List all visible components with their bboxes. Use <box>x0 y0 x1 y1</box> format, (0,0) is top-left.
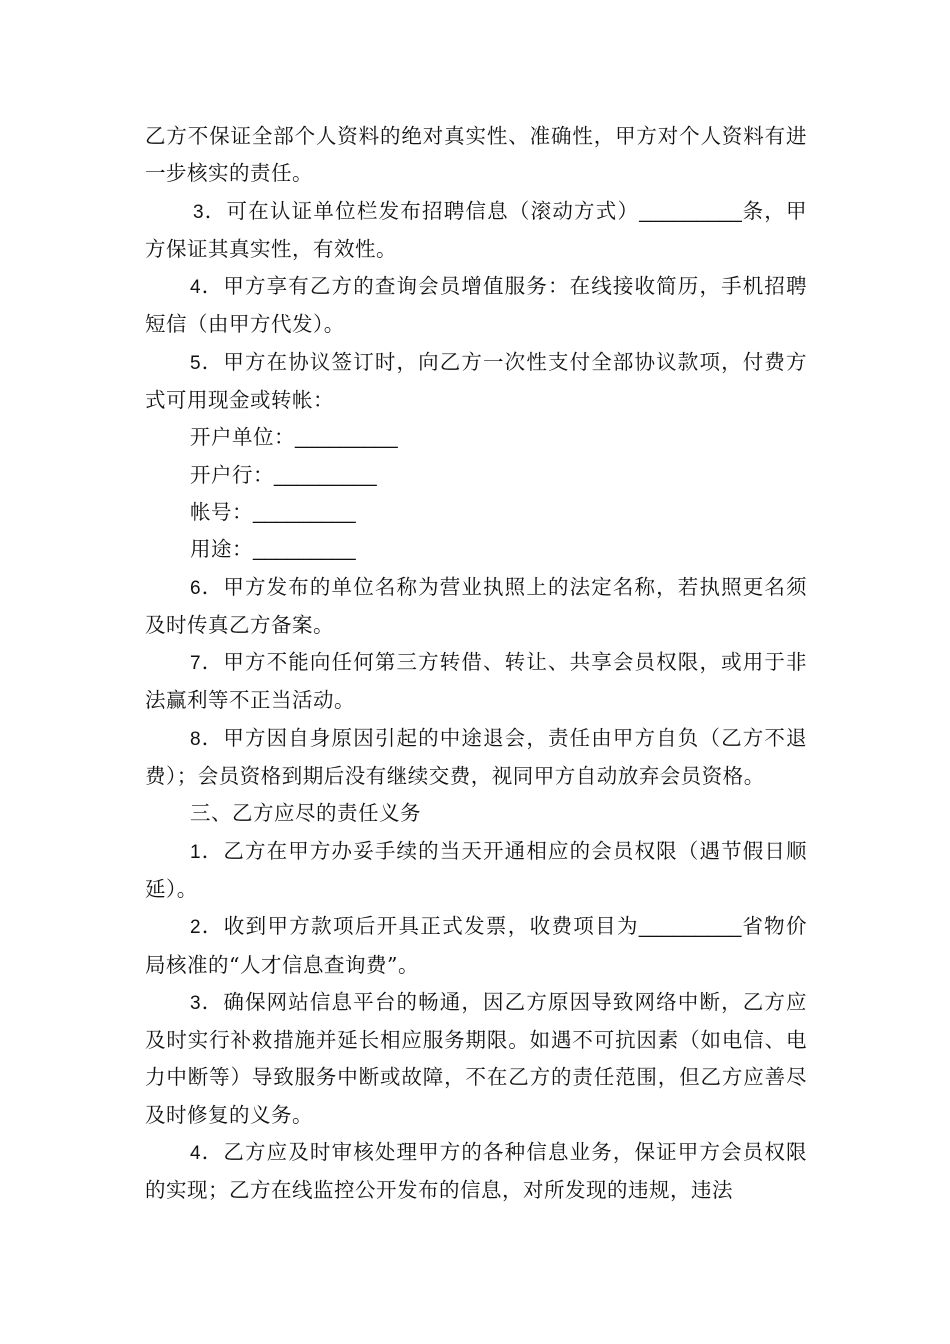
paragraph-text: ．甲方在协议签订时，向乙方一次性支付全部协议款项，付费方式可用现金或转帐： <box>145 349 807 413</box>
section-heading <box>145 795 807 832</box>
item-number: 3 <box>190 992 202 1014</box>
paragraph-text: ．甲方发布的单位名称为营业执照上的法定名称，若执照更名须及时传真乙方备案。 <box>145 574 807 637</box>
paragraph-continuation <box>145 118 807 193</box>
section-heading-text: 三、乙方应尽的责任义务 <box>190 801 421 826</box>
field-purpose <box>145 531 807 568</box>
paragraph-item-7 <box>145 644 807 720</box>
item-number: 6 <box>190 577 202 599</box>
item-number: 7 <box>190 653 202 675</box>
paragraph-text: 乙方不保证全部个人资料的绝对真实性、准确性，甲方对个人资料有进一步核实的责任。 <box>145 124 807 186</box>
item-number: 8 <box>190 728 202 750</box>
paragraph-text: ．甲方不能向任何第三方转借、转让、共享会员权限，或用于非法赢利等不正当活动。 <box>145 650 807 713</box>
paragraph-text: ．确保网站信息平台的畅通，因乙方原因导致网络中断，乙方应及时实行补救措施并延长相应服务期限。如遇不可抗因素（如电信、电力中断等）导致服务中断或故障，不在乙方的责任范围，但乙方应善尽及时修复的义务。 <box>145 989 807 1127</box>
fill-in-blank: _________ <box>274 463 377 487</box>
paragraph-item-3 <box>145 193 807 269</box>
paragraph-item-3b <box>145 984 807 1134</box>
item-number: 2 <box>190 917 202 939</box>
paragraph-text-after: 省物价局核准的“人才信息查询费”。 <box>145 914 808 977</box>
fill-in-blank: _________ <box>638 915 742 939</box>
paragraph-item-1 <box>145 833 807 909</box>
paragraph-text: ．可在认证单位栏发布招聘信息（滚动方式） <box>204 198 640 223</box>
item-number: 4 <box>190 277 202 299</box>
fill-in-blank: _________ <box>253 538 356 562</box>
field-label: 用途： <box>190 537 253 562</box>
fill-in-blank: _________ <box>295 426 398 450</box>
item-number: 4 <box>190 1143 202 1165</box>
paragraph-item-5 <box>145 344 807 420</box>
field-label: 开户行： <box>190 462 274 487</box>
field-label: 帐号： <box>190 499 253 524</box>
field-label: 开户单位： <box>190 425 295 450</box>
paragraph-item-4b <box>145 1134 807 1210</box>
paragraph-text: ．甲方因自身原因引起的中途退会，责任由甲方自负（乙方不退费）；会员资格到期后没有继续交费，视同甲方自动放弃会员资格。 <box>145 725 807 789</box>
field-bank <box>145 457 807 494</box>
paragraph-item-8 <box>145 720 807 796</box>
paragraph-item-2 <box>145 908 807 984</box>
paragraph-item-4 <box>145 268 807 344</box>
paragraph-text-after: 条，甲方保证其真实性，有效性。 <box>145 198 808 261</box>
item-number: 1 <box>190 841 202 863</box>
field-account-number <box>145 494 807 531</box>
item-number: 5 <box>190 352 202 374</box>
paragraph-text: ．乙方应及时审核处理甲方的各种信息业务，保证甲方会员权限的实现；乙方在线监控公开发布的信息，对所发现的违规，违法 <box>145 1140 807 1203</box>
paragraph-text: ．甲方享有乙方的查询会员增值服务：在线接收简历，手机招聘短信（由甲方代发）。 <box>145 274 807 337</box>
paragraph-item-6 <box>145 569 807 645</box>
item-number: 3 <box>193 201 205 223</box>
field-account-unit <box>145 419 807 456</box>
paragraph-text: ．收到甲方款项后开具正式发票，收费项目为 <box>201 914 639 939</box>
paragraph-text: ．乙方在甲方办妥手续的当天开通相应的会员权限（遇节假日顺延）。 <box>145 838 807 901</box>
fill-in-blank: _________ <box>253 500 356 524</box>
document-body <box>145 118 807 1210</box>
fill-in-blank: _________ <box>639 199 742 223</box>
